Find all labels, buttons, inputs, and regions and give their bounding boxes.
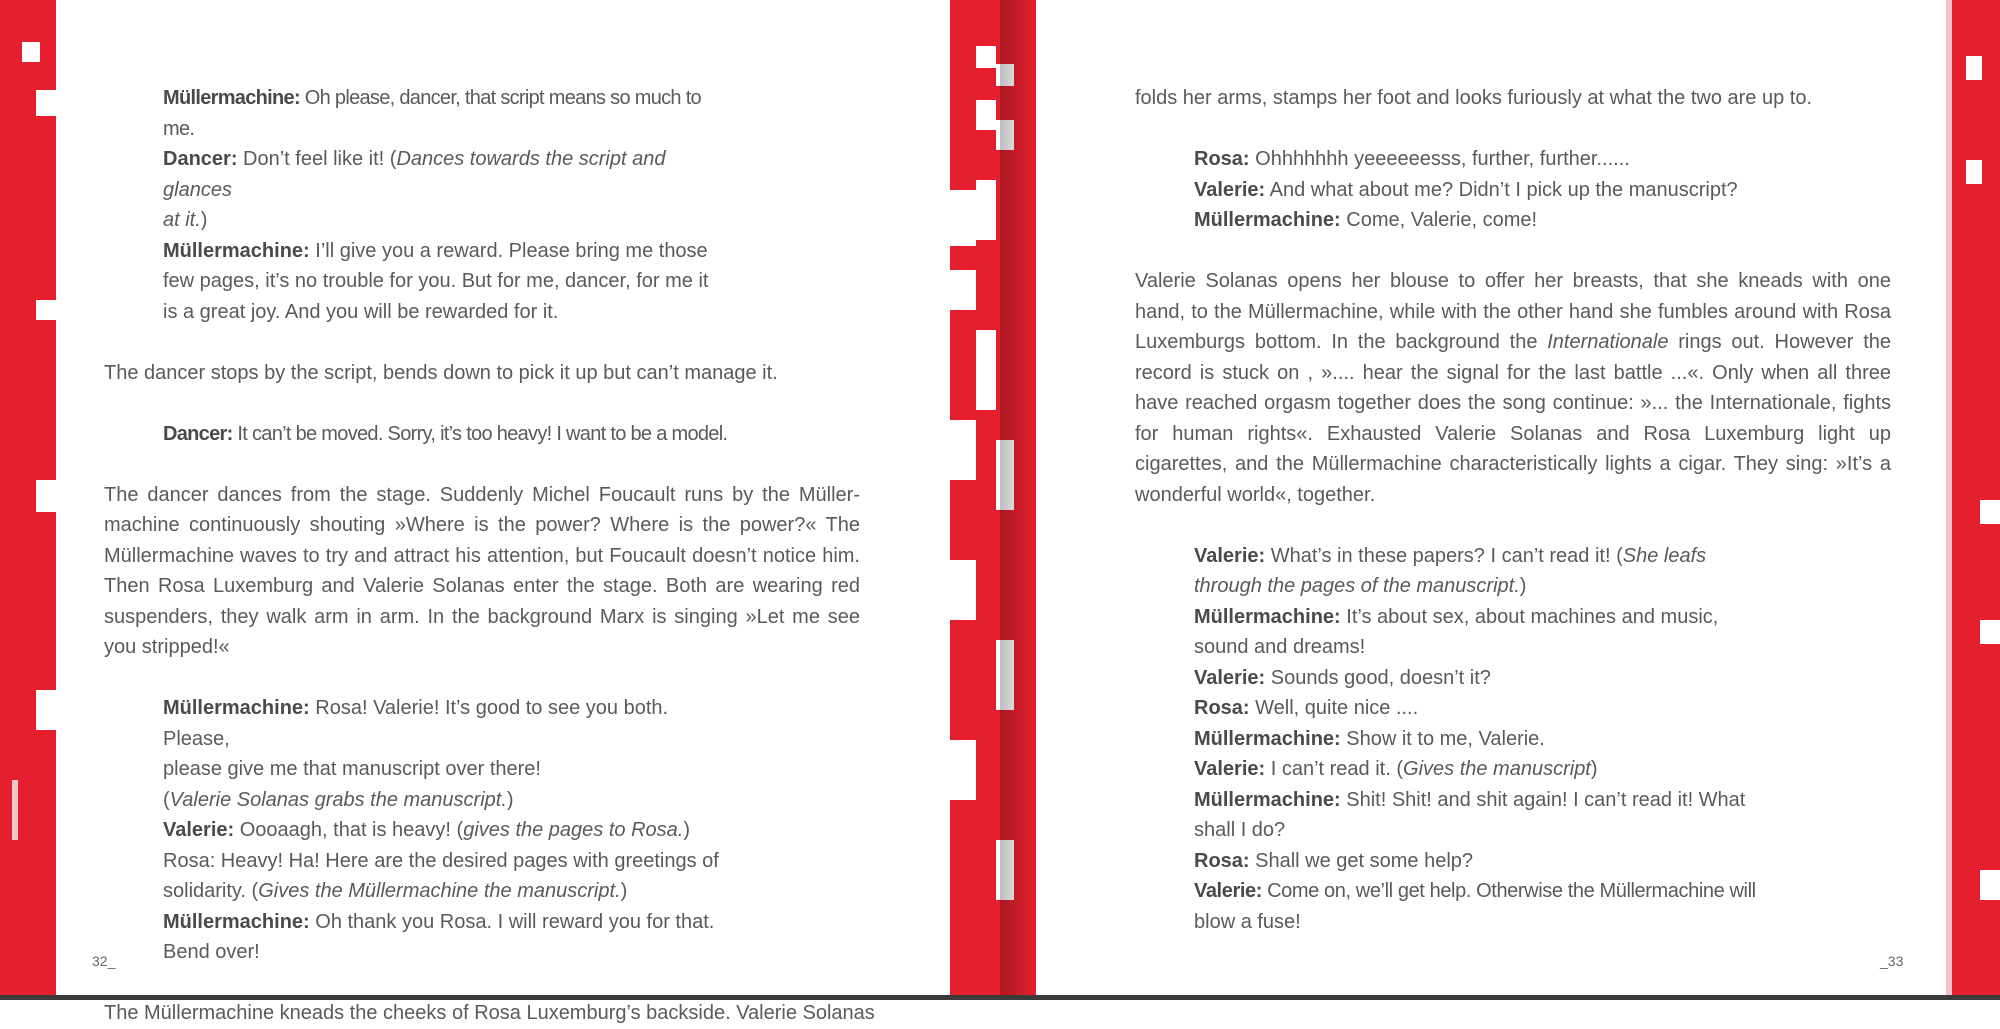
dialogue-text: Show it to me, Valerie. [1340,727,1545,750]
right-page-text [1135,83,1891,937]
dialogue-text: It can’t be moved. Sorry, it’s too heavy! I want to be a model. [232,422,728,445]
narration-paragraph: folds her arms, stamps her foot and looks furiously at what the two are up to. [1135,87,1813,109]
stage-direction: Dances towards the script and glances [163,148,666,201]
strip-notch [36,480,56,512]
strip-notch [1966,56,1982,80]
strip-notch [950,270,976,310]
dialogue-text: I’ll give you a reward. Please bring me those [309,239,708,262]
dialogue-line: Rosa: Heavy! Ha! Here are the desired pages with greetings of [163,849,719,872]
spacer [1135,510,1891,541]
dialogue-line [163,236,737,267]
strip-notch [950,740,976,800]
strip-notch [950,560,976,620]
speaker-label: Rosa: [1194,148,1250,170]
dialogue-text: ) [1519,575,1527,597]
narration-paragraph: The dancer dances from the stage. Suddenly Michel Foucault runs by the Müller-machine continuously shouting »Where is the power? Where is the power?« The Müllermachine waves to try and attract his attention, but Foucault doesn’t notice him. Then Rosa Luxemburg and Valerie Solanas enter the stage. Both are wearing red suspenders, they walk arm in arm. In the background Marx is singing »Let me see you stripped!« [104,483,860,658]
stage-direction: Valerie Solanas grabs the manuscript. [169,788,507,811]
speaker-label: Müllermachine: [163,697,310,719]
stage-direction: She leafs [1622,544,1707,567]
dialogue-block [1135,144,1768,236]
page-number: _33 [1880,953,1904,969]
dialogue-block [104,419,737,450]
strip-notch [1980,870,2000,900]
dialogue-line: please give me that manuscript over there! [163,758,541,780]
speaker-label: Müllermachine: [163,910,310,933]
dialogue-line [1194,602,1768,633]
speaker-label: Dancer: [163,148,238,170]
stage-direction: gives the pages to Rosa. [463,819,684,841]
dialogue-line [1194,846,1768,877]
left-page-text [104,83,875,1029]
dialogue-line [1194,205,1768,236]
strip-notch [1980,500,2000,524]
narration-paragraph: The dancer stops by the script, bends down to pick it up but can’t manage it. [104,361,778,384]
song-title: Internationale [1547,331,1669,353]
dialogue-text: Oooaagh, that is heavy! ( [234,819,464,841]
speaker-label: Valerie: [1194,666,1266,689]
dialogue-text: Shall we get some help? [1249,849,1474,872]
left-page [56,0,950,1024]
dialogue-line: is a great joy. And you will be rewarded for it. [163,300,559,323]
dialogue-line [163,83,737,144]
dialogue-line: sound and dreams! [1194,636,1366,658]
dialogue-line [163,419,737,450]
speaker-label: Müllermachine: [1194,788,1341,811]
dialogue-text: What’s in these papers? I can’t read it! ( [1265,544,1623,567]
strip-notch [976,180,996,240]
dialogue-line [1194,571,1768,602]
stage-direction: at it. [163,209,201,231]
dialogue-line [1194,724,1768,755]
dialogue-line [1194,175,1768,206]
dialogue-block [104,83,737,327]
page-number: 32_ [92,953,116,969]
dialogue-line [163,693,737,754]
dialogue-line [163,907,737,938]
dialogue-text: And what about me? Didn’t I pick up the manuscript? [1265,178,1738,201]
dialogue-text: Shit! Shit! and shit again! I can’t read it! What [1340,788,1746,811]
dialogue-text: Sounds good, doesn’t it? [1265,666,1491,689]
speaker-label: Valerie: [1194,758,1266,780]
speaker-label: Dancer: [163,422,233,445]
spacer [1135,114,1891,145]
stage-direction: through the pages of the manuscript. [1194,575,1520,597]
speaker-label: Müllermachine: [163,87,300,109]
dialogue-text: It’s about sex, about machines and music, [1340,605,1719,628]
spacer [104,388,860,419]
strip-notch [36,90,56,116]
dialogue-text: Come, Valerie, come! [1340,209,1538,231]
narration-text: Valerie Solanas opens her blouse to offer her breasts, that she kneads with one hand, to the Müllermachine, while with the other hand she fumbles around with Rosa Luxemburgs bottom. In the background the [1135,270,1891,353]
strip-notch [976,100,996,130]
strip-notch [950,190,976,246]
strip-notch [976,46,996,68]
stage-direction: Gives the Müllermachine the manuscript. [258,880,621,902]
dialogue-line: Bend over! [163,941,260,963]
dialogue-text: Oh thank you Rosa. I will reward you for that. [309,910,715,933]
stage-direction: Gives the manuscript [1403,758,1591,780]
dialogue-line [1194,754,1768,785]
dialogue-text: Well, quite nice .... [1249,697,1419,719]
left-edge-red-strip [0,0,56,1000]
dialogue-line [1194,541,1768,572]
dialogue-text: ( [163,788,170,811]
dialogue-text: Come on, we’ll get help. Otherwise the Müllermachine will [1261,880,1756,902]
spacer [104,327,860,358]
narration-paragraph [1135,266,1891,510]
spacer [104,968,860,999]
speaker-label: Rosa: [1194,697,1250,719]
dialogue-text: Rosa! Valerie! It’s good to see you both. Please, [163,697,669,750]
gutter-shadow [1000,0,1036,1000]
dialogue-line [1194,876,1768,907]
dialogue-line [163,785,737,816]
dialogue-line [1194,693,1768,724]
strip-notch [1980,620,2000,644]
strip-notch [1946,0,1952,1000]
dialogue-line [163,205,737,236]
dialogue-line [1194,785,1768,816]
speaker-label: Valerie: [1194,880,1262,902]
dialogue-text: solidarity. ( [163,880,259,902]
dialogue-text: ) [200,209,208,231]
speaker-label: Müllermachine: [1194,605,1341,628]
dialogue-line [1194,144,1768,175]
dialogue-text: ) [506,788,514,811]
speaker-label: Valerie: [1194,178,1266,201]
dialogue-text: ) [620,880,628,902]
dialogue-text: ) [1590,758,1598,780]
speaker-label: Valerie: [163,819,235,841]
dialogue-text: Oh please, dancer, that script means so much to me. [163,87,701,140]
dialogue-block [1135,541,1768,938]
speaker-label: Müllermachine: [163,239,310,262]
spacer [104,663,860,694]
right-edge-red-strip [1946,0,2000,1000]
dialogue-line: shall I do? [1194,819,1286,841]
dialogue-line [163,144,737,205]
spacer [1135,236,1891,267]
strip-notch [36,690,56,730]
speaker-label: Müllermachine: [1194,209,1341,231]
strip-notch [12,780,18,840]
strip-notch [950,420,976,480]
dialogue-text: Don’t feel like it! ( [237,148,397,170]
dialogue-line: blow a fuse! [1194,910,1301,933]
dialogue-line [163,876,737,907]
strip-notch [36,300,56,320]
dialogue-text: ) [683,819,691,841]
dialogue-line: few pages, it’s no trouble for you. But for me, dancer, for me it [163,270,709,292]
dialogue-text: Ohhhhhhh yeeeeeesss, further, further...... [1249,148,1630,170]
narration-paragraph: The Müllermachine kneads the cheeks of Rosa Luxemburg’s backside. Valerie Solanas [104,1002,875,1024]
strip-notch [22,42,40,62]
dialogue-block [104,693,737,968]
strip-notch [976,330,996,410]
spacer [104,449,860,480]
scan-bottom-edge [0,995,2000,1000]
narration-text: rings out. However the record is stuck on , ».... hear the signal for the last battle ...«. Only when all three have reached orgasm together does the song continue: »... the Internationale, fights for human rights«. Exhausted Valerie Solanas and Rosa Luxemburg light up cigarettes, and the Müllermachine characteristically lights a cigar. They sing: »It’s a wonderful world«, together. [1135,331,1892,506]
speaker-label: Müllermachine: [1194,727,1341,750]
speaker-label: Valerie: [1194,544,1266,567]
speaker-label: Rosa: [1194,849,1250,872]
dialogue-line [1194,663,1768,694]
strip-notch [1966,160,1982,184]
dialogue-text: I can’t read it. ( [1265,758,1404,780]
dialogue-line [163,815,737,846]
right-page [1036,0,1946,1000]
